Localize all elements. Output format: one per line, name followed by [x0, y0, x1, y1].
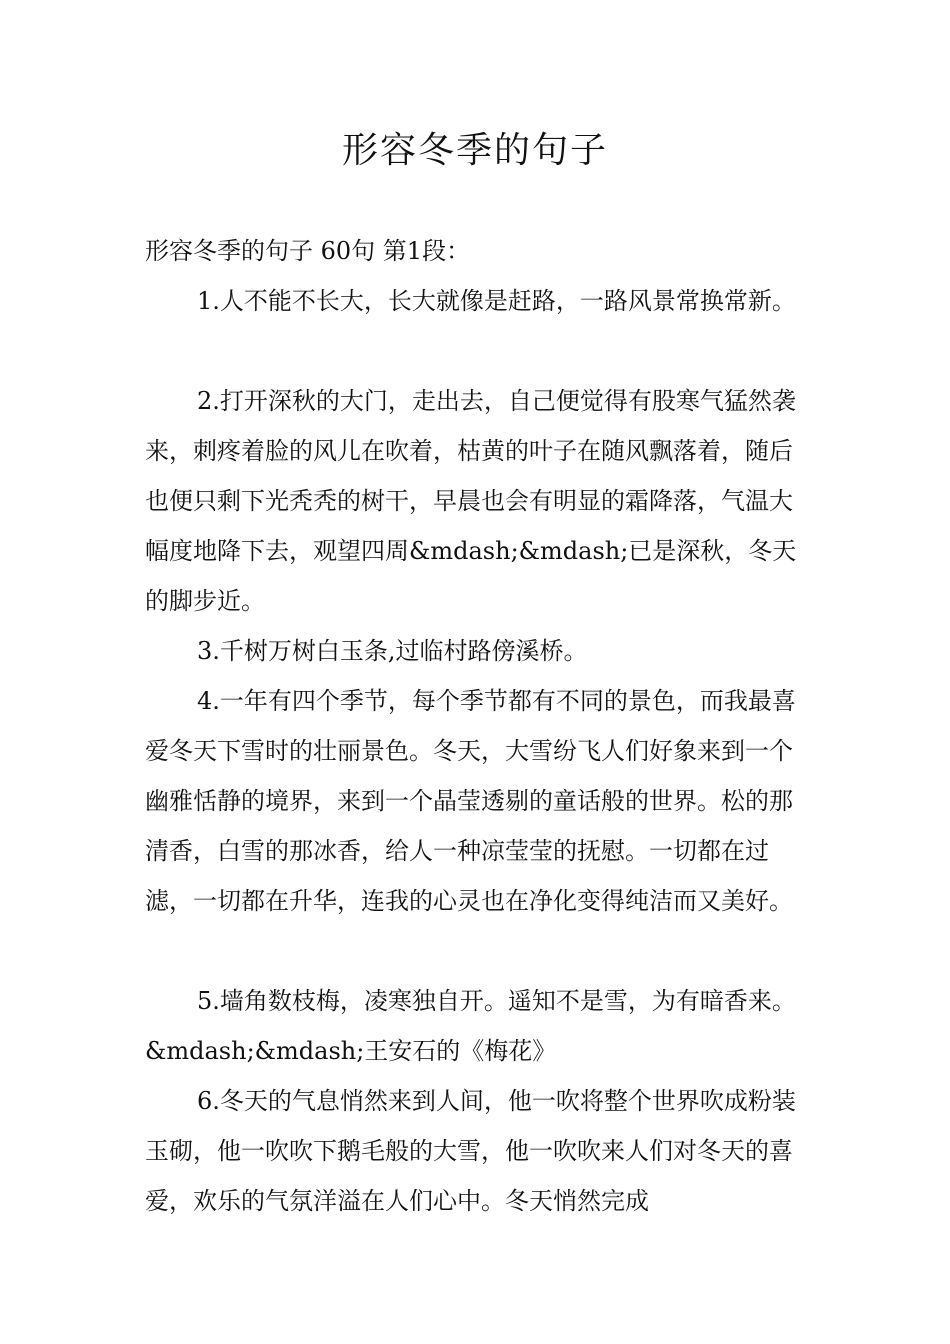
- list-item: 2.打开深秋的大门，走出去，自己便觉得有股寒气猛然袭来，刺疼着脸的风儿在吹着，枯黄的叶子在随风飘落着，随后也便只剩下光秃秃的树干，早晨也会有明显的霜降落，气温大幅度地降下去，观望四周&mdash;&mdash;已是深秋，冬天的脚步近。: [145, 387, 797, 615]
- intro-line: 形容冬季的句子 60句 第1段：: [145, 237, 471, 265]
- list-item: 3.千树万树白玉条,过临村路傍溪桥。: [197, 637, 588, 665]
- list-item: 1.人不能不长大，长大就像是赶路，一路风景常换常新。: [197, 287, 796, 315]
- document-title: 形容冬季的句子: [341, 130, 608, 171]
- list-item: 6.冬天的气息悄然来到人间，他一吹将整个世界吹成粉装玉砌，他一吹吹下鹅毛般的大雪，他一吹吹来人们对冬天的喜爱，欢乐的气氛洋溢在人们心中。冬天悄然完成: [145, 1087, 796, 1215]
- list-item: 5.墙角数枝梅，凌寒独自开。遥知不是雪，为有暗香来。&mdash;&mdash;王安石的《梅花》: [145, 987, 796, 1065]
- list-item: 4.一年有四个季节，每个季节都有不同的景色，而我最喜爱冬天下雪时的壮丽景色。冬天，大雪纷飞人们好象来到一个幽雅恬静的境界，来到一个晶莹透剔的童话般的世界。松的那清香，白雪的那冰香，给人一种凉莹莹的抚慰。一切都在过滤，一切都在升华，连我的心灵也在净化变得纯洁而又美好。: [145, 687, 796, 915]
